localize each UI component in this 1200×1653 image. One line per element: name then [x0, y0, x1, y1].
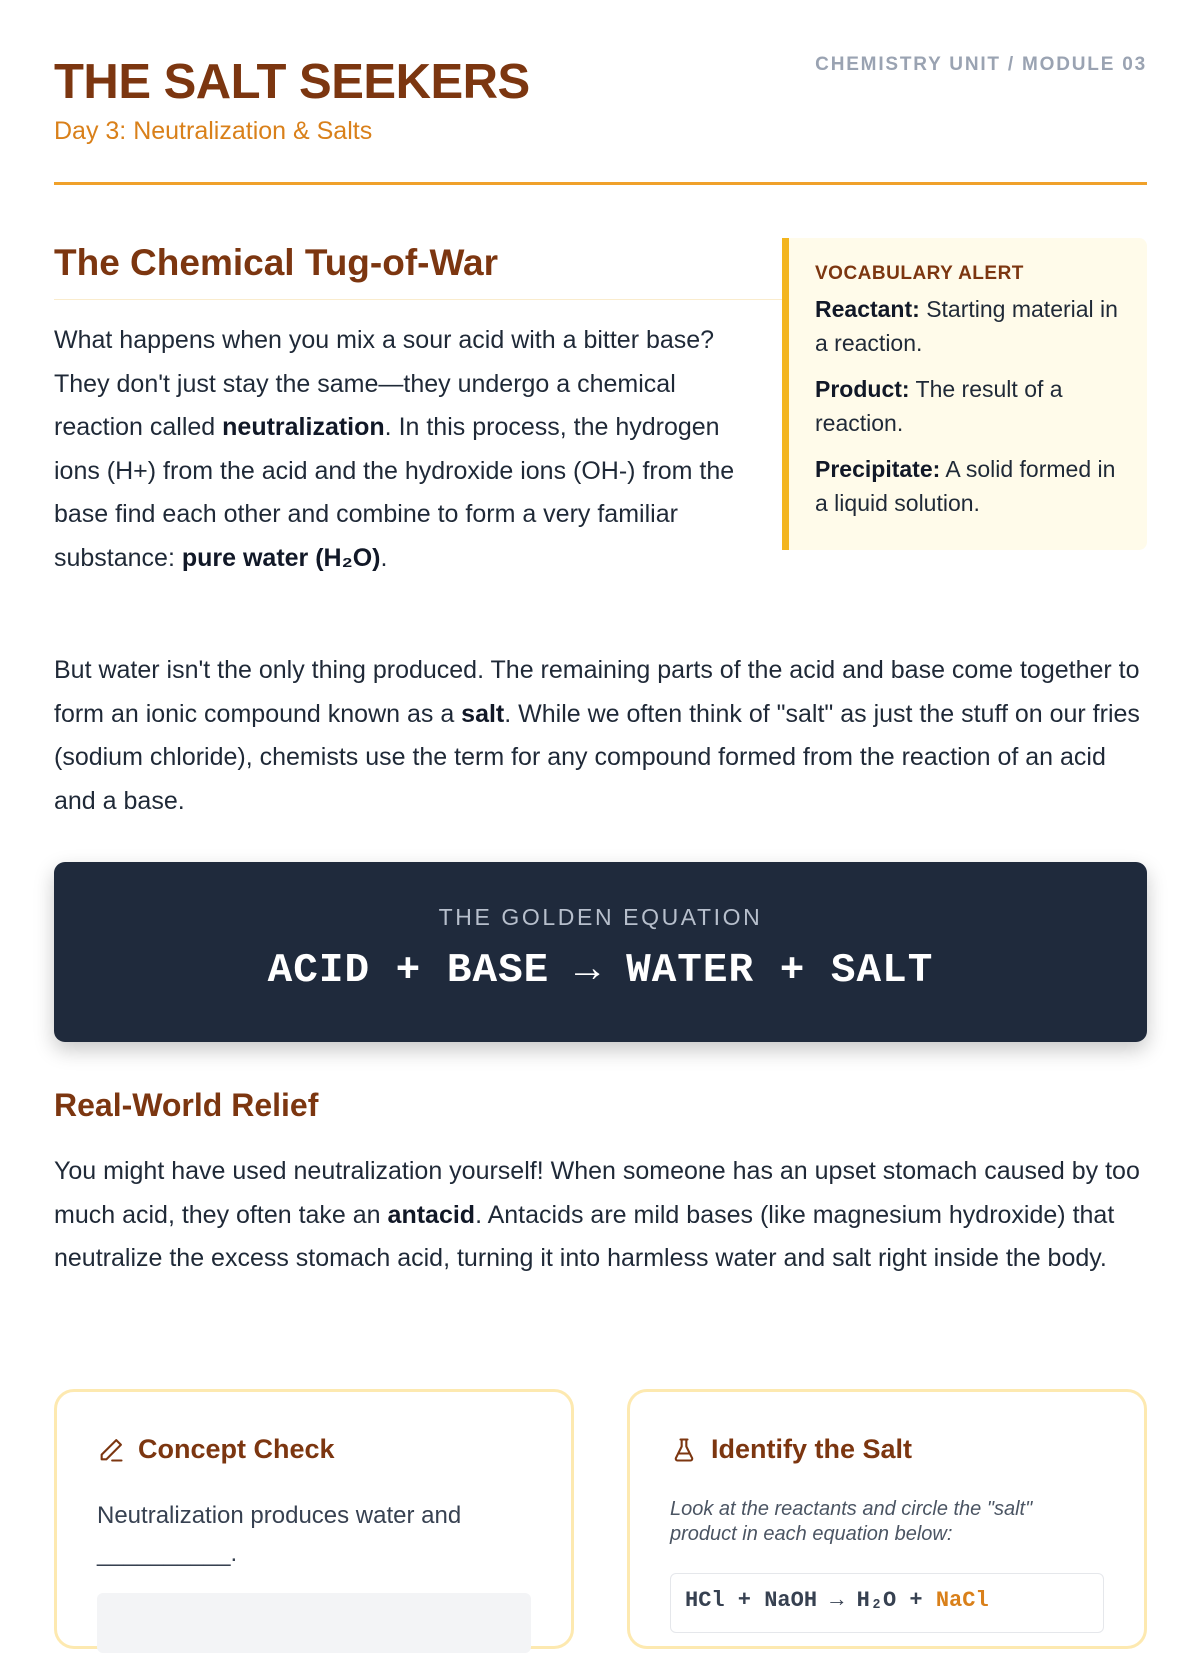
identify-salt-header — [670, 1434, 1104, 1465]
concept-check-header — [97, 1434, 531, 1465]
card-title: Concept Check — [138, 1434, 335, 1464]
text-run: . In this process, the hydrogen ions (H+) from the acid and the hydroxide ions (OH-) from the base find each other and combine to form a very familiar substance: — [54, 413, 735, 572]
antacid-paragraph — [54, 1150, 1147, 1281]
intro-paragraph — [54, 319, 754, 580]
equation-salt-product[interactable]: NaCl — [935, 1588, 989, 1613]
text-run: You might have used neutralization yourself! When someone has an upset stomach caused by too much acid, they often take an — [54, 1157, 1140, 1229]
text-run: . While we often think of "salt" as just the stuff on our fries (sodium chloride), chemists use the term for any compound formed from the reaction of an acid and a base. — [54, 699, 1140, 815]
golden-equation-banner — [54, 862, 1147, 1042]
module-label: CHEMISTRY UNIT / MODULE 03 — [815, 54, 1147, 75]
term-antacid: antacid — [387, 1200, 476, 1229]
vocab-definition: A solid formed in a liquid solution. — [815, 456, 1116, 516]
vocabulary-alert-box — [782, 238, 1147, 550]
equation-label: THE GOLDEN EQUATION — [438, 904, 763, 930]
term-neutralization: neutralization — [222, 413, 385, 441]
term-salt: salt — [461, 699, 505, 728]
identify-salt-card — [627, 1389, 1147, 1649]
equation-reactants: HCl + NaOH → H₂O + — [685, 1588, 936, 1613]
vocabulary-title: VOCABULARY ALERT — [815, 263, 1024, 284]
salt-paragraph — [54, 649, 1147, 823]
flask-icon — [670, 1436, 698, 1464]
vocab-item-reactant — [815, 293, 1125, 360]
equation-text: ACID + BASE → WATER + SALT — [267, 948, 934, 994]
card-title: Identify the Salt — [711, 1434, 913, 1464]
answer-field[interactable] — [97, 1593, 531, 1653]
page-subtitle: Day 3: Neutralization & Salts — [54, 117, 373, 145]
section-title-real-world: Real-World Relief — [54, 1087, 319, 1123]
text-run: But water isn't the only thing produced. The remaining parts of the acid and base come together to form an ionic compound known as a — [54, 656, 1140, 728]
text-run: . Antacids are mild bases (like magnesium hydroxide) that neutralize the excess stomach acid, turning it into harmless water and salt right inside the body. — [54, 1200, 1115, 1272]
page-header — [54, 52, 1147, 185]
vocab-definition: Starting material in a reaction. — [815, 296, 1118, 356]
vocab-item-product — [815, 373, 1125, 440]
pencil-icon — [97, 1436, 125, 1464]
vocab-item-precipitate — [815, 453, 1125, 520]
identify-salt-instructions: Look at the reactants and circle the "salt" product in each equation below: — [670, 1498, 1033, 1545]
concept-check-card — [54, 1389, 574, 1649]
concept-check-question: Neutralization produces water and __________. — [97, 1502, 462, 1567]
salt-equation[interactable] — [670, 1573, 1104, 1633]
page-title: THE SALT SEEKERS — [54, 55, 530, 109]
term-pure-water: pure water (H₂O) — [181, 543, 381, 572]
vocab-term: Precipitate: — [815, 456, 941, 482]
vocab-definition: The result of a reaction. — [815, 376, 1063, 436]
vocab-term: Product: — [815, 376, 910, 402]
section-title-tug-of-war: The Chemical Tug-of-War — [54, 240, 785, 300]
text-run: . — [380, 543, 388, 572]
vocab-term: Reactant: — [815, 296, 920, 322]
text-run: What happens when you mix a sour acid with a bitter base? They don't just stay the same—they undergo a chemical reaction called — [54, 326, 715, 441]
